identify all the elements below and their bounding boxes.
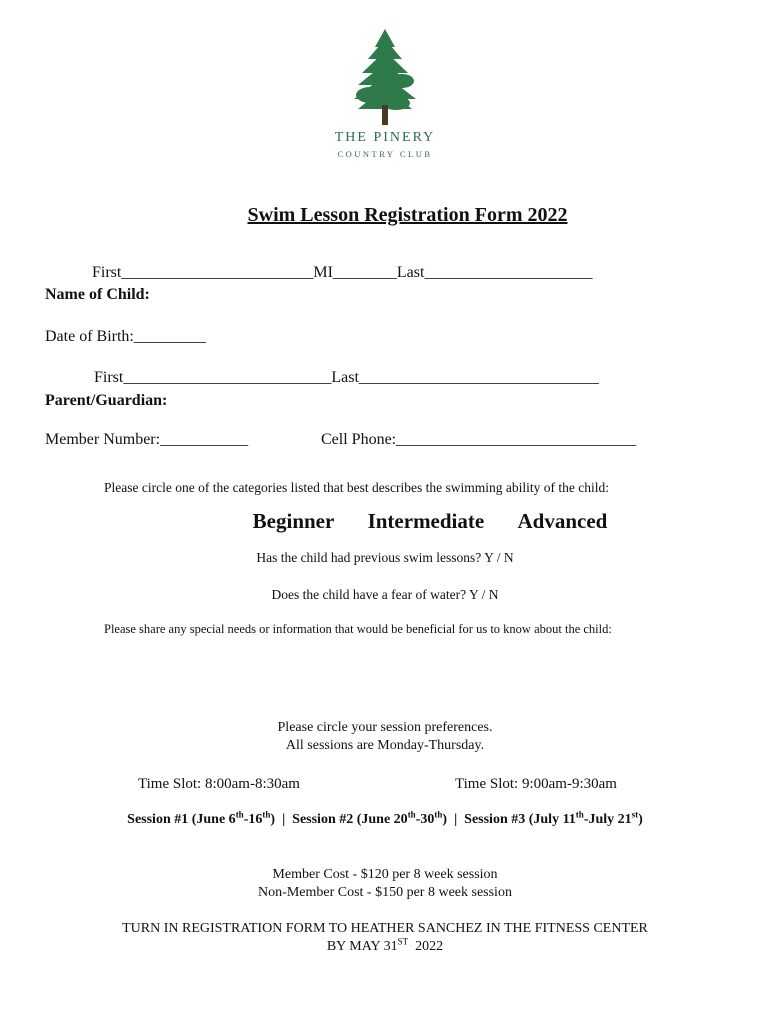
nonmember-cost: Non-Member Cost - $150 per 8 week session <box>258 885 512 900</box>
level-beginner[interactable]: Beginner <box>252 509 335 533</box>
ability-levels <box>0 509 770 534</box>
turn-in-instructions: TURN IN REGISTRATION FORM TO HEATHER SANCHEZ IN THE FITNESS CENTER <box>122 921 648 936</box>
deadline: BY MAY 31ST 2022 <box>326 936 444 954</box>
level-advanced[interactable]: Advanced <box>517 509 608 533</box>
question-fear-of-water: Does the child have a fear of water? Y / N <box>271 587 499 602</box>
dob-field[interactable]: Date of Birth:_________ <box>45 328 206 345</box>
parent-name-field[interactable]: First__________________________Last______________________________ <box>94 369 599 386</box>
special-needs-prompt: Please share any special needs or information that would be beneficial for us to know about the child: <box>104 622 612 636</box>
child-name-label: Name of Child: <box>45 286 150 303</box>
member-cost: Member Cost - $120 per 8 week session <box>272 867 498 882</box>
club-subtitle: COUNTRY CLUB <box>337 149 433 159</box>
child-name-field[interactable]: First________________________MI________Last_____________________ <box>92 264 593 281</box>
time-slot-2[interactable]: Time Slot: 9:00am-9:30am <box>455 776 617 792</box>
session-pref-line2: All sessions are Monday-Thursday. <box>285 738 485 753</box>
session-options <box>0 809 770 828</box>
form-title: Swim Lesson Registration Form 2022 <box>247 204 568 226</box>
session-1[interactable]: Session #1 (June 6th-16th) <box>127 809 276 827</box>
question-previous-lessons: Has the child had previous swim lessons? Y / N <box>256 550 514 565</box>
level-intermediate[interactable]: Intermediate <box>367 509 485 533</box>
separator: | <box>275 812 293 827</box>
ability-prompt: Please circle one of the categories listed that best describes the swimming ability of the child: <box>104 480 609 495</box>
time-slot-1[interactable]: Time Slot: 8:00am-8:30am <box>138 776 300 792</box>
session-3[interactable]: Session #3 (July 11th-July 21st) <box>464 809 643 827</box>
session-2[interactable]: Session #2 (June 20th-30th) <box>292 809 448 827</box>
club-name: THE PINERY <box>334 130 436 145</box>
session-pref-line1: Please circle your session preferences. <box>277 720 493 735</box>
separator: | <box>447 812 465 827</box>
cell-phone-field[interactable]: Cell Phone:______________________________ <box>321 431 637 448</box>
member-number-field[interactable]: Member Number:___________ <box>45 431 249 448</box>
parent-name-label: Parent/Guardian: <box>45 392 168 409</box>
